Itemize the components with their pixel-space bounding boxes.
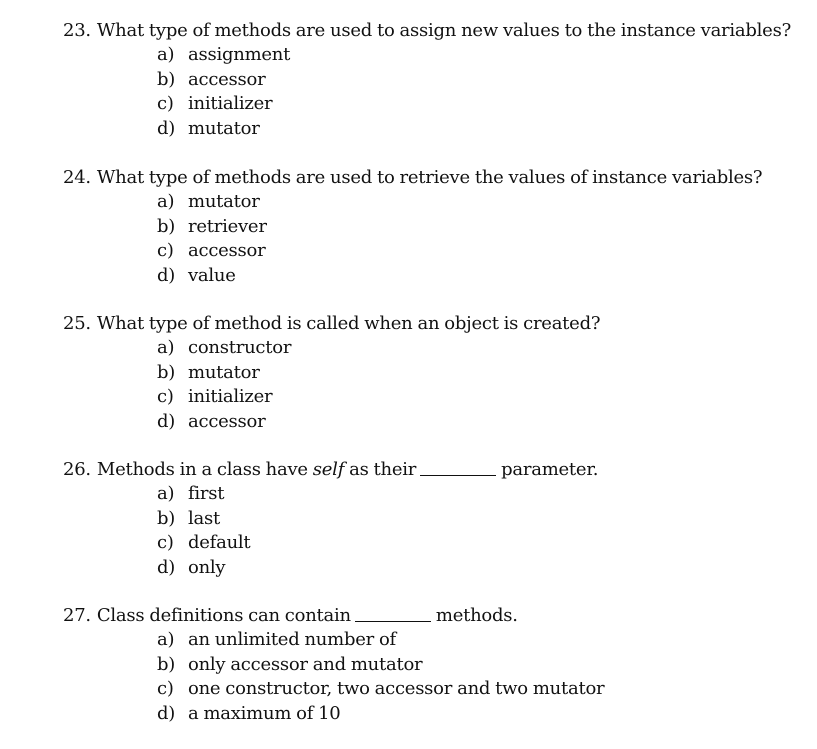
question-text: What type of methods are used to retrieve the values of instance variables? [96, 167, 763, 188]
choice-text: accessor [188, 68, 266, 90]
choice-letter: b) [157, 507, 176, 529]
answer-choice [63, 264, 803, 289]
choice-letter: d) [157, 556, 176, 578]
answer-choice [63, 531, 803, 556]
answer-choices [63, 43, 803, 141]
answer-choice [63, 653, 803, 678]
choice-text: assignment [188, 44, 291, 65]
choice-letter: d) [157, 117, 176, 139]
question-number: 26. [63, 459, 91, 480]
question-text-after: methods. [435, 605, 518, 626]
choice-letter: a) [157, 191, 175, 212]
question-stem [63, 604, 803, 628]
choice-letter: b) [157, 215, 176, 237]
answer-choice [63, 68, 803, 93]
choice-text: a maximum of 10 [188, 702, 341, 724]
choice-letter: c) [157, 93, 174, 114]
choice-text: default [188, 532, 251, 553]
answer-choice [63, 117, 803, 142]
choice-text: one constructor, two accessor and two mutator [188, 678, 605, 699]
choice-text: last [188, 507, 220, 529]
choice-letter: c) [157, 386, 174, 407]
choice-letter: b) [157, 361, 176, 383]
choice-text: mutator [188, 117, 260, 139]
question-text-middle: as their [349, 459, 417, 480]
answer-choice [63, 190, 803, 215]
choice-text: first [188, 483, 225, 504]
question-stem [63, 19, 803, 43]
answer-choice [63, 92, 803, 117]
question-number: 24. [63, 167, 91, 188]
answer-choice [63, 385, 803, 410]
question-25 [63, 312, 803, 434]
choice-text: accessor [188, 240, 266, 261]
question-number: 25. [63, 313, 91, 334]
choice-text: value [188, 264, 236, 286]
choice-text: only accessor and mutator [188, 653, 423, 675]
choice-letter: d) [157, 264, 176, 286]
choice-text: retriever [188, 215, 267, 237]
answer-choices [63, 190, 803, 288]
answer-choice [63, 556, 803, 581]
answer-choice [63, 410, 803, 435]
answer-choices [63, 482, 803, 580]
choice-letter: b) [157, 653, 176, 675]
question-stem [63, 312, 803, 336]
answer-choice [63, 239, 803, 264]
answer-choice [63, 336, 803, 361]
question-text-before: Class definitions can contain [96, 605, 351, 626]
question-text-before: Methods in a class have [96, 459, 308, 480]
question-23 [63, 19, 803, 141]
fill-in-blank [355, 605, 431, 622]
question-26 [63, 458, 803, 580]
choice-letter: c) [157, 678, 174, 699]
choice-text: initializer [188, 386, 273, 407]
choice-letter: b) [157, 68, 176, 90]
choice-text: mutator [188, 361, 260, 383]
question-24 [63, 166, 803, 288]
fill-in-blank [420, 459, 496, 476]
answer-choice [63, 677, 803, 702]
choice-letter: a) [157, 337, 175, 358]
question-stem [63, 458, 803, 482]
answer-choice [63, 507, 803, 532]
answer-choices [63, 628, 803, 726]
answer-choice [63, 628, 803, 653]
question-text-after: parameter. [501, 459, 599, 480]
answer-choice [63, 43, 803, 68]
choice-text: constructor [188, 337, 292, 358]
answer-choice [63, 215, 803, 240]
choice-letter: d) [157, 702, 176, 724]
choice-letter: c) [157, 532, 174, 553]
question-27 [63, 604, 803, 726]
choice-text: only [188, 556, 226, 578]
answer-choice [63, 361, 803, 386]
question-text: What type of method is called when an object is created? [96, 313, 601, 334]
question-stem [63, 166, 803, 190]
choice-letter: c) [157, 240, 174, 261]
choice-letter: a) [157, 44, 175, 65]
answer-choice [63, 482, 803, 507]
choice-text: mutator [188, 191, 260, 212]
choice-letter: a) [157, 483, 175, 504]
choice-text: accessor [188, 410, 266, 432]
answer-choices [63, 336, 803, 434]
choice-text: initializer [188, 93, 273, 114]
choice-letter: a) [157, 629, 175, 650]
question-number: 23. [63, 20, 91, 41]
choice-letter: d) [157, 410, 176, 432]
question-number: 27. [63, 605, 91, 626]
question-text: What type of methods are used to assign new values to the instance variables? [96, 20, 791, 41]
choice-text: an unlimited number of [188, 629, 396, 650]
question-text-emphasis: self [312, 459, 345, 480]
answer-choice [63, 702, 803, 727]
